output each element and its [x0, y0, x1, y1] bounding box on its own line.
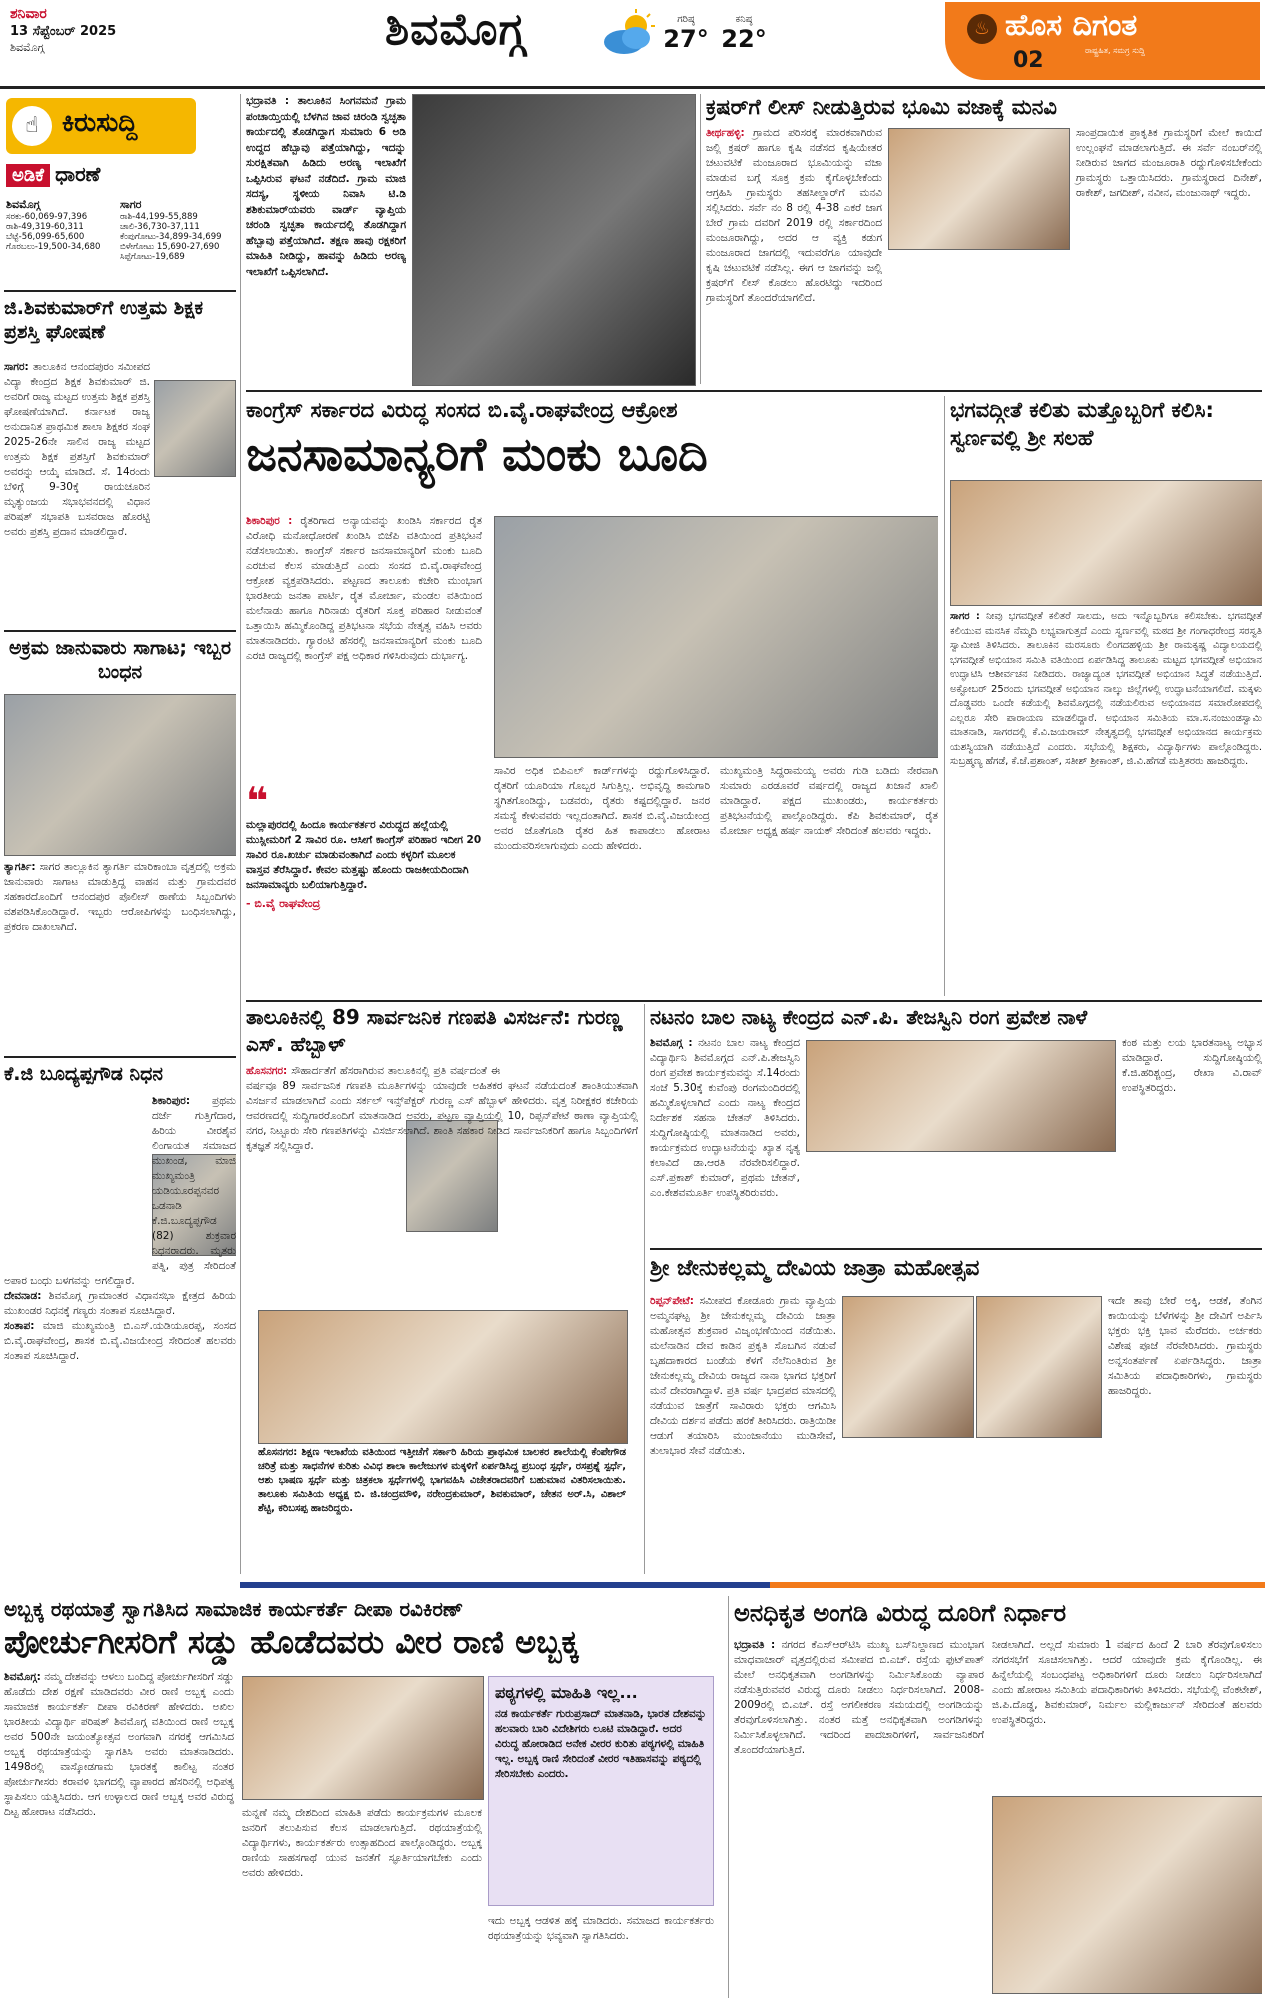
day-label: ಶನಿವಾರ [10, 6, 47, 22]
dateline: ದೇವನಾಡ: [4, 1290, 42, 1302]
min-temp-label: ಕನಿಷ್ಠ [735, 14, 753, 25]
story-body: ನೀವು ಭಗವದ್ಗೀತೆ ಕಲಿತರೆ ಸಾಲದು, ಅದು ಇನ್ನೊಬ್ಬರಿಗೂ ಕಲಿಸಬೇಕು. ಭಗವದ್ಗೀತೆ ಕಲಿಯುವ ಮನಸಿಕ ನೆಮ್ಮದಿ ಲಭ್ಯವಾಗುತ್ತದೆ ಎಂದು ಸ್ವರ್ಣವಲ್ಲಿ ಮಠದ ಶ್ರೀ ಗಂಗಾಧರೇಂದ್ರ ಸರಸ್ವತಿ ಸ್ವಾಮೀಜಿ ತಿಳಿಸಿದರು. ತಾಲೂಕಿನ ಮರಸೂರು ಲಿಂಗದಹಳ್ಳಿಯ ಶ್ರೀ ರಾಮಕೃಷ್ಣ ವಿದ್ಯಾಲಯದಲ್ಲಿ ಭಗವದ್ಗೀತೆ ಅಭಿಯಾನ ಸಮಿತಿ ವತಿಯಿಂದ ಏರ್ಪಡಿಸಿದ್ದ ತಾಲೂಕು ಮಟ್ಟದ ಭಗವದ್ಗೀತೆ ಅಭಿಯಾನ ಉದ್ಘಾಟಿಸಿ ಆಶೀರ್ವಚನ ನೀಡಿದರು. ರಾಜ್ಯಾದ್ಯಂತ ಭಗವದ್ಗೀತೆ ಅಭಿಯಾನ ಸಿದ್ಧತೆ ನಡೆಯುತ್ತಿದೆ. ಅಕ್ಟೋಬರ್ 25ರಂದು ಭಗವದ್ಗೀತೆ ಅಭಿಯಾನ ನಾಲ್ಕು ಜಿಲ್ಲೆಗಳಲ್ಲಿ ಉದ್ಘಾಟನೆಯಾಗಲಿದೆ. ಮಕ್ಕಳು ದೊಡ್ಡವರು ಒಂದೇ ಕಡೆಯಲ್ಲಿ ಶಿವಮೊಗ್ಗದಲ್ಲಿ ನಡೆಯಲಿರುವ ಅಭಿಯಾನದ ಸಮಾರೋಪದಲ್ಲಿ ಎಲ್ಲರೂ ಸೇರಿ ಪಾರಾಯಣ ಮಾಡಲಿದ್ದಾರೆ. ಅಭಿಯಾನ ಸಮಿತಿಯ ಮಾ.ಸ.ನಂಜುಂಡಸ್ವಾಮಿ ಮಾತನಾಡಿ, ಸಾಗರದಲ್ಲಿ ಕೆ.ವಿ.ಜಯರಾಮ್ ನೇತೃತ್ವದಲ್ಲಿ ಭಗವದ್ಗೀತೆ ಅಭಿಯಾನದ ಕಾರ್ಯಕ್ರಮ ಯಶಸ್ವಿಯಾಗಿ ನಡೆಯುತ್ತಿದೆ ಎಂದರು. ಸಭೆಯಲ್ಲಿ ಶಿಕ್ಷಕರು, ವಿದ್ಯಾರ್ಥಿಗಳು ಪಾಲ್ಗೊಂಡಿದ್ದರು. ಸುಬ್ರಹ್ಮಣ್ಯ ಹೆಗಡೆ, ಕೆ.ಜೆ.ಪ್ರಶಾಂತ್, ಸತೀಶ್ ಶ್ರೀಕಾಂತ್, ಜಿ.ವಿ.ಹೆಗಡೆ ಮತ್ತಿತರರು ಹಾಜರಿದ್ದರು. [950, 611, 1262, 767]
headline: ಭಗವದ್ಗೀತೆ ಕಲಿತು ಮತ್ತೊಬ್ಬರಿಗೆ ಕಲಿಸಿ: ಸ್ವರ್ಣವಲ್ಲಿ ಶ್ರೀ ಸಲಹೆ [950, 398, 1214, 450]
section-divider [0, 1580, 1265, 1590]
rate-line: ಕೆಂಪುಗೋಟು-34,899-34,699 [120, 232, 222, 242]
market-name: ಶಿವಮೊಗ್ಗ [6, 198, 41, 211]
lead-headline: ಜನಸಾಮಾನ್ಯರಿಗೆ ಮಂಕು ಬೂದಿ [246, 427, 708, 481]
dateline: ರಿಪ್ಪನ್‌ಪೇಟೆ: [650, 1295, 694, 1307]
dateline: ಹೊಸನಗರ: [246, 1065, 288, 1077]
masthead-date-block [10, 6, 210, 76]
adike-header [6, 162, 234, 190]
temple-photo-1 [842, 1296, 974, 1438]
caption-text: ಶಿಕ್ಷಣ ಇಲಾಖೆಯ ವತಿಯಿಂದ ಇತ್ತೀಚೆಗೆ ಸರ್ಕಾರಿ ಹಿರಿಯ ಪ್ರಾಥಮಿಕ ಬಾಲಕರ ಶಾಲೆಯಲ್ಲಿ ಕೆಂಪೇಗೌಡ ಚರಿತ್ರೆ ಮತ್ತು ಸಾಧನೆಗಳ ಕುರಿತು ವಿವಿಧ ಶಾಲಾ ಕಾಲೇಜುಗಳ ಮಕ್ಕಳಿಗೆ ಏರ್ಪಡಿಸಿದ್ದ ಪ್ರಬಂಧ ಸ್ಪರ್ಧೆ, ರಸಪ್ರಶ್ನೆ ಸ್ಪರ್ಧೆ, ಆಶು ಭಾಷಣ ಸ್ಪರ್ಧೆ ಮತ್ತು ಚಿತ್ರಕಲಾ ಸ್ಪರ್ಧೆಗಳಲ್ಲಿ ಭಾಗವಹಿಸಿ ವಿಜೇತರಾದವರಿಗೆ ಬಹುಮಾನ ವಿತರಿಸಲಾಯಿತು. ತಾಲೂಕು ಸಮಿತಿಯ ಅಧ್ಯಕ್ಷ ಬಿ. ಜಿ.ಚಂದ್ರಮೌಳಿ, ನರೇಂದ್ರಕುಮಾರ್, ಶಿವಕುಮಾರ್, ಚೇತನ ಅರ್.ಸಿ, ವಿಶಾಲ್ ಶೆಟ್ಟಿ, ಕರಿಬಸಪ್ಪ ಹಾಜರಿದ್ದರು. [258, 1447, 626, 1514]
dateline: ಸಂತಾಪ: [4, 1320, 35, 1332]
headline: ಕೆ.ಜಿ ಬೂದ್ಯಪ್ಪಗೌಡ ನಿಧನ [4, 1063, 163, 1085]
story-natanam [650, 1004, 1262, 1244]
lamp-icon: ♨ [967, 14, 997, 44]
story-ganapati [246, 1004, 638, 1304]
protest-photo [494, 516, 938, 758]
gita-event-photo [950, 480, 1262, 606]
story-body: ಗ್ರಾಮದ ಪರಿಸರಕ್ಕೆ ಮಾರಕವಾಗಿರುವ ಜಲ್ಲಿ ಕ್ರಷರ್ ಹಾಗೂ ಕೃಷಿ ನಡೆಸದ ಕೃಷಿಯೇತರ ಚಟುವಟಿಕೆ ಮಂಜೂರಾದ ಭೂಮಿಯನ್ನು ವಜಾ ಮಾಡುವ ಬಗ್ಗೆ ಸೂಕ್ತ ಕ್ರಮ ಕೈಗೊಳ್ಳಬೇಕೆಂದು ಆಗ್ರಹಿಸಿ ಗ್ರಾಮಸ್ಥರು ತಹಸೀಲ್ದಾರ್‌ಗೆ ಮನವಿ ಸಲ್ಲಿಸಿದರು. ಸರ್ವೆ ನಂ 8 ರಲ್ಲಿ 4-38 ಎಕರೆ ಜಾಗ ಬೇರೆ ಗ್ರಾಮ ದವರಿಗೆ 2019 ರಲ್ಲಿ ಸರ್ಕಾರದಿಂದ ಮಂಜೂರಾಗಿದ್ದು, ಅದರ ಆ ವ್ಯಕ್ತಿ ಕಡುಗ ಮಂಜೂರಾದ ಜಾಗದಲ್ಲಿ ಇದುವರೆಗೂ ಯಾವುದೇ ಕೃಷಿ ಚಟುವಟಿಕೆ ನಡೆಸಿಲ್ಲ. ಈಗ ಆ ಜಾಗವನ್ನು ಜಲ್ಲಿ ಕ್ರಷರ್‌ಗೆ ಲೀಸ್ ಕೊಡಲು ಹೊರಟಿದ್ದು ಇದರಿಂದ ಗ್ರಾಮಸ್ಥರಿಗೆ ತೊಂದರೆಯಾಗಲಿದೆ. [706, 127, 882, 304]
headline: ಕ್ರಷರ್‌ಗೆ ಲೀಸ್ ನೀಡುತ್ತಿರುವ ಭೂಮಿ ವಜಾಕ್ಕೆ ಮನವಿ [706, 95, 1057, 119]
story-obituary [4, 1062, 236, 1574]
story-body: ತಾಲೂಕಿನ ಸಿಂಗನಮನೆ ಗ್ರಾಮ ಪಂಚಾಯ್ತಿಯಲ್ಲಿ ಬೆಳಗಿನ ಜಾವ ಚಿರಂಡಿ ಸ್ವಚ್ಛತಾ ಕಾರ್ಯದಲ್ಲಿ ತೊಡಗಿದ್ದಾಗ ಸುಮಾರು 6 ಅಡಿ ಉದ್ದದ ಹೆಬ್ಬಾವು ಪತ್ತೆಯಾಗಿದ್ದು, ಇದನ್ನು ಸುರಕ್ಷಿತವಾಗಿ ಹಿಡಿದು ಅರಣ್ಯ ಇಲಾಖೆಗೆ ಒಪ್ಪಿಸಿರುವ ಘಟನೆ ನಡೆದಿದೆ. ಗ್ರಾಮ ಮಾಜಿ ಸದಸ್ಯ, ಸ್ಥಳೀಯ ನಿವಾಸಿ ಟಿ.ಡಿ ಶಶಿಕುಮಾರ್‌ಯವರು ವಾರ್ಡ್ ವ್ಯಾಪ್ತಿಯ ಚರಂಡಿ ಸ್ವಚ್ಛತಾ ಕಾರ್ಯದಲ್ಲಿ ತೊಡಗಿದ್ದಾಗ ಹೆಬ್ಬಾವು ಪತ್ತೆಯಾಗಿದೆ. ತಕ್ಷಣ ಹಾವು ರಕ್ಷಕರಿಗೆ ಮಾಹಿತಿ ನೀಡಿದ್ದು, ಹಾವನ್ನು ಹಿಡಿದು ಅರಣ್ಯ ಇಲಾಖೆಗೆ ಒಪ್ಪಿಸಲಾಗಿದೆ. [246, 95, 406, 278]
rate-line: ಬೆಟ್ಟೆ-56,099-65,600 [6, 232, 85, 242]
temple-photo-2 [976, 1296, 1102, 1438]
info-box [488, 1676, 714, 1906]
dateline: ಶಿಕಾರಿಪುರ : [246, 515, 293, 527]
rate-line: ಬಿಳೇಗೋಟು 15,690-27,690 [120, 242, 220, 252]
kirusuddi-logo [6, 98, 196, 154]
min-temp-block [718, 14, 770, 70]
dateline: ತೀರ್ಥಹಳ್ಳಿ: [706, 127, 745, 139]
info-box-text: ನಡ ಕಾರ್ಯಕರ್ತೆ ಗುರುಪ್ರಸಾದ್ ಮಾತನಾಡಿ, ಭಾರತ ದೇಶವನ್ನು ಹಲವಾರು ಬಾರಿ ವಿದೇಶಿಗರು ಲೂಟಿ ಮಾಡಿದ್ದಾರೆ. ಅದರ ವಿರುದ್ಧ ಹೋರಾಡಿದ ಅನೇಕ ವೀರರ ಕುರಿತು ಪಠ್ಯಗಳಲ್ಲಿ ಮಾಹಿತಿ ಇಲ್ಲ. ಅಬ್ಬಕ್ಕ ರಾಣಿ ಸೇರಿದಂತೆ ವೀರರ ಇತಿಹಾಸವನ್ನು ಪಠ್ಯದಲ್ಲಿ ಸೇರಿಸಬೇಕು ಎಂದರು. [495, 1708, 707, 1780]
headline: ಪೋರ್ಚುಗೀಸರಿಗೆ ಸಡ್ಡು ಹೊಡೆದವರು ವೀರ ರಾಣಿ ಅಬ್ಬಕ್ಕ [4, 1623, 580, 1661]
adike-title: ಧಾರಣೆ [55, 162, 101, 186]
date-label: 13 ಸೆಪ್ಟೆಂಬರ್ 2025 [10, 24, 117, 39]
story-body: ಇದು ಅಬ್ಬಕ್ಕ ಆಡಳಿತ ಹಕ್ಕೆ ಮಾಡಿದರು. ಸಮಾಜದ ಕಾರ್ಯಕರ್ತರು ರಥಯಾತ್ರೆಯನ್ನು ಭವ್ಯವಾಗಿ ಸ್ವಾಗತಿಸಿದರು. [488, 1915, 714, 1942]
story-body: ಕಂಠ ಮತ್ತು ಲಯ ಭಾರತನಾಟ್ಯ ಅಭ್ಯಾಸ ಮಾಡಿದ್ದಾರೆ. ಸುದ್ದಿಗೋಷ್ಠಿಯಲ್ಲಿ ಕೆ.ಜಿ.ಹರಿಶ್ಚಂದ್ರ, ರೇಖಾ ವಿ.ರಾವ್ ಉಪಸ್ಥಿತರಿದ್ದರು. [1122, 1037, 1262, 1094]
students-award-photo [258, 1310, 628, 1444]
min-temp-value: 22° [721, 25, 767, 53]
headline: ಜಿ.ಶಿವಕುಮಾರ್‌ಗೆ ಉತ್ತಮ ಶಿಕ್ಷಕ ಪ್ರಶಸ್ತಿ ಘೋಷಣೆ [4, 297, 204, 343]
adike-tag: ಅಡಿಕೆ [6, 164, 50, 187]
quote-author: - ಬಿ.ವೈ ರಾಘವೇಂದ್ರ [246, 897, 321, 910]
story-body: ಸಮೀಪದ ಕೋಡೂರು ಗ್ರಾಮ ವ್ಯಾಪ್ತಿಯ ಅಮ್ಮನಘಟ್ಟ ಶ್ರೀ ಜೇನುಕಲ್ಲಮ್ಮ ದೇವಿಯ ಜಾತ್ರಾ ಮಹೋತ್ಸವ ಶುಕ್ರವಾರ ವಿಜೃಂಭಣೆಯಿಂದ ನಡೆಯಿತು. ಮಲೆನಾಡಿನ ದೇವ ಕಾಡಿನ ಪ್ರಕೃತಿ ಸೊಬಗಿನ ನಡುವೆ ಬೃಹದಾಕಾರದ ಬಂಡೆಯ ಕೆಳಗೆ ನೆಲೆನಿಂತಿರುವ ಶ್ರೀ ಜೇನುಕಲ್ಲಮ್ಮ ದೇವಿಯ ರಾಜ್ಯದ ನಾನಾ ಭಾಗದ ಭಕ್ತರಿಗೆ ಮನೆ ದೇವರಾಗಿದ್ದಾಳೆ. ಪ್ರತಿ ವರ್ಷ ಭಾದ್ರಪದ ಮಾಸದಲ್ಲಿ ನಡೆಯುವ ಜಾತ್ರೆಗೆ ಸಾವಿರಾರು ಭಕ್ತರು ಆಗಮಿಸಿ ದೇವಿಯ ದರ್ಶನ ಪಡೆದು ಹರಕೆ ತೀರಿಸಿದರು. ರಾತ್ರಿಯಿಡೀ ಆಡುಗೆ ತಯಾರಿಸಿ ಮುಂಜಾನೆಯು ಮುಡಿಸೇವೆ, ತುಲಾಭಾರ ಸೇವೆ ನಡೆಯಿತು. [650, 1295, 836, 1457]
paper-tagline: ರಾಷ್ಟ್ರಹಿತ, ಸಮಗ್ರ ಸುದ್ದಿ [1085, 46, 1145, 55]
cattle-truck-photo [4, 694, 236, 856]
market-sagara [120, 198, 236, 262]
story-body: ಇದೇ ತಾವು ಬೇರೆ ಅಕ್ಕಿ, ಆಡಕೆ, ತೆಂಗಿನ ಕಾಯಿಯನ್ನು ಬೆಳೆಗಳನ್ನು ಶ್ರೀ ದೇವಿಗೆ ಅರ್ಪಿಸಿ ಭಕ್ತರು ಭಕ್ತಿ ಭಾವ ಮೆರೆದರು. ಅರ್ಚಕರು ವಿಶೇಷ ಪೂಜೆ ನೆರವೇರಿಸಿದರು. ಗ್ರಾಮಸ್ಥರು ಅನ್ನಸಂತರ್ಪಣೆ ಏರ್ಪಡಿಸಿದ್ದರು. ಜಾತ್ರಾ ಸಮಿತಿಯ ಪದಾಧಿಕಾರಿಗಳು, ಗ್ರಾಮಸ್ಥರು ಹಾಜರಿದ್ದರು. [1108, 1295, 1262, 1397]
lead-kicker: ಕಾಂಗ್ರೆಸ್ ಸರ್ಕಾರದ ವಿರುದ್ಧ ಸಂಸದ ಬಿ.ವೈ.ರಾಘವೇಂದ್ರ ಆಕ್ರೋಶ [246, 398, 678, 422]
shops-photo [992, 1796, 1262, 1994]
story-body: ಸೌಹಾರ್ದತೆಗೆ ಹೆಸರಾಗಿರುವ ತಾಲೂಕಿನಲ್ಲಿ ಪ್ರತಿ ವರ್ಷದಂತೆ ಈ ವರ್ಷವೂ 89 ಸಾರ್ವಜನಿಕ ಗಣಪತಿ ಮೂರ್ತಿಗಳನ್ನು ಯಾವುದೇ ಅಹಿತಕರ ಘಟನೆ ನಡೆಯದಂತೆ ಶಾಂತಿಯುತವಾಗಿ ವಿಸರ್ಜನೆ ಮಾಡಲಾಗಿದೆ ಎಂದು ಸರ್ಕಲ್ ಇನ್ಸ್‌ಪೆಕ್ಟರ್ ಗುರಣ್ಣ ಎಸ್ ಹೆಬ್ಬಾಳ್ ಹೇಳಿದರು. ವೃತ್ತ ನಿರೀಕ್ಷಕರ ಕಚೇರಿಯ ಆವರಣದಲ್ಲಿ ಸುದ್ದಿಗಾರರೊಂದಿಗೆ ಮಾತನಾಡಿದ ಅವರು, ಪಟ್ಟಣ ವ್ಯಾಪ್ತಿಯಲ್ಲಿ 10, ರಿಪ್ಪನ್‌ಪೇಟೆ ಠಾಣಾ ವ್ಯಾಪ್ತಿಯಲ್ಲಿ ನಗರ, ನಿಟ್ಟೂರು ಸೇರಿ ಗಣಪತಿಗಳನ್ನು ವಿಸರ್ಜಿಸಲಾಗಿದೆ. ಶಾಂತಿ ಸಹಕಾರ ನೀಡಿದ ಸಾರ್ವಜನಿಕರಿಗೆ ಹಾಗೂ ಸಿಬ್ಬಂದಿಗಳಿಗೆ ಕೃತಜ್ಞತೆ ಸಲ್ಲಿಸಿದ್ದಾರೆ. [246, 1065, 638, 1152]
dateline: ಶಿವಮೊಗ್ಗ: [4, 1671, 41, 1683]
story-body: ಮನ್ನಣೆ ನಮ್ಮ ದೇಶದಿಂದ ಮಾಹಿತಿ ಪಡೆದು ಕಾರ್ಯಕ್ರಮಗಳ ಮೂಲಕ ಜನರಿಗೆ ತಲುಪಿಸುವ ಕೆಲಸ ಮಾಡಲಾಗುತ್ತಿದೆ. ರಥಯಾತ್ರೆಯಲ್ಲಿ ವಿದ್ಯಾರ್ಥಿಗಳು, ಕಾರ್ಯಕರ್ತರು ಉತ್ಸಾಹದಿಂದ ಪಾಲ್ಗೊಂಡಿದ್ದರು. ಅಬ್ಬಕ್ಕ ರಾಣಿಯ ಸಾಹಸಗಾಥೆ ಯುವ ಜನತೆಗೆ ಸ್ಫೂರ್ತಿಯಾಗಬೇಕು ಎಂದು ಅವರು ಹೇಳಿದರು. [242, 1807, 482, 1879]
rate-line: ರಾಶಿ-49,319-60,311 [6, 222, 84, 232]
teacher-photo [154, 380, 236, 477]
headline: ತಾಲೂಕಿನಲ್ಲಿ 89 ಸಾರ್ವಜನಿಕ ಗಣಪತಿ ವಿಸರ್ಜನೆ: ಗುರಣ್ಣ ಎಸ್. ಹೆಬ್ಬಾಳ್ [246, 1005, 623, 1056]
dateline: ಭದ್ರಾವತಿ : [246, 95, 290, 107]
dateline: ಭದ್ರಾವತಿ : [734, 1639, 776, 1651]
max-temp-label: ಗರಿಷ್ಠ [677, 14, 695, 25]
story-teacher-award [4, 296, 236, 626]
info-box-title: ಪಠ್ಯಗಳಲ್ಲಿ ಮಾಹಿತಿ ಇಲ್ಲ... [495, 1683, 638, 1702]
story-body: ಸಾವಿರ ಅಧಿಕ ಬಿಪಿಎಲ್ ಕಾರ್ಡ್‌ಗಳನ್ನು ರದ್ದುಗೊಳಿಸಿದ್ದಾರೆ. ರೈತರಿಗೆ ಯೂರಿಯಾ ಗೊಬ್ಬರ ಸಿಗುತ್ತಿಲ್ಲ. ಅಭಿವೃದ್ಧಿ ಕಾಮಗಾರಿ ಸ್ಥಗಿತಗೊಂಡಿದ್ದು, ಬಡವರು, ರೈತರು ಕಷ್ಟದಲ್ಲಿದ್ದಾರೆ. ಜನರ ಸಮಸ್ಯೆ ಕೇಳುವವರು ಇಲ್ಲದಂತಾಗಿದೆ. ಶಾಸಕ ಬಿ.ವೈ.ವಿಜಯೇಂದ್ರ ಅವರ ಜೊತೆಗೂಡಿ ರೈತರ ಹಿತ ಕಾಪಾಡಲು ಹೋರಾಟ ಮುಂದುವರಿಸಲಾಗುವುದು ಎಂದು ಹೇಳಿದರು. [494, 765, 710, 852]
story-jenukallamma [650, 1254, 1262, 1574]
dateline: ತ್ಯಾಗರ್ತಿ: [4, 861, 36, 873]
headline: ಅನಧಿಕೃತ ಅಂಗಡಿ ವಿರುದ್ಧ ದೂರಿಗೆ ನಿರ್ಧಾರ [734, 1599, 1067, 1627]
quote-text: ಮಲ್ಲಾಪುರದಲ್ಲಿ ಹಿಂದೂ ಕಾರ್ಯಕರ್ತರ ವಿರುದ್ಧದ ಹಲ್ಲೆಯಲ್ಲಿ ಮುಸ್ಲೀಮರಿಗೆ 2 ಸಾವಿರ ರೂ. ಆಸೀಗೆ ಕಾಂಗ್ರೆಸ್ ಪರಿಹಾರ ಇದೀಗ 20 ಸಾವಿರ ರೂ.ಖರ್ಚು ಮಾಡುವಂತಾಗಿದೆ ಎಂದು ಕಳ್ಳರಿಗೆ ಮೂಲಕ ವಾಸ್ತವ ತೆರೆಸಿದ್ದಾರೆ. ಕೇವಲ ಮತ್ತಷ್ಟು ಹೊಂದು ರಾಜಕೀಯದಿಂದಾಗಿ ಜನಸಾಮಾನ್ಯರು ಬಲಿಯಾಗುತ್ತಿದ್ದಾರೆ. [246, 819, 482, 891]
story-illegal-shop [734, 1596, 1262, 1998]
market-shivamogga [6, 198, 116, 252]
story-body: ತಾಲೂಕಿನ ಆನಂದಪುರಂ ಸಮೀಪದ ವಿದ್ಯಾ ಕೇಂದ್ರದ ಶಿಕ್ಷಕ ಶಿವಕುಮಾರ್ ಜಿ. ಅವರಿಗೆ ರಾಜ್ಯ ಮಟ್ಟದ ಉತ್ತಮ ಶಿಕ್ಷಕ ಪ್ರಶಸ್ತಿ ಘೋಷಣೆಯಾಗಿದೆ. ಕರ್ನಾಟಕ ರಾಜ್ಯ ಅನುದಾನಿತ ಪ್ರಾಥಮಿಕ ಶಾಲಾ ಶಿಕ್ಷಕರ ಸಂಘ 2025-26ನೇ ಸಾಲಿನ ರಾಜ್ಯ ಮಟ್ಟದ ಉತ್ತಮ ಶಿಕ್ಷಕ ಪ್ರಶಸ್ತಿಗೆ ಶಿವಕುಮಾರ್ ಅವರನ್ನು ಆಯ್ಕೆ ಮಾಡಿದೆ. ಸೆ. 14ರಂದು ಬೆಳಿಗ್ಗೆ 9-30ಕ್ಕೆ ರಾಯಚೂರಿನ ಮೃತ್ಯುಂಜಯ ಸಭಾಭವನದಲ್ಲಿ ವಿಧಾನ ಪರಿಷತ್ ಸಭಾಪತಿ ಬಸವರಾಜ ಹೊರಟ್ಟಿ ಅವರು ಪ್ರಶಸ್ತಿ ಪ್ರದಾನ ಮಾಡಲಿದ್ದಾರೆ. [4, 361, 150, 538]
story-body: ನೀಡಲಾಗಿದೆ. ಅಲ್ಲದೆ ಸುಮಾರು 1 ವರ್ಷದ ಹಿಂದೆ 2 ಬಾರಿ ತೆರವುಗೊಳಿಸಲು ನಗರಸಭೆಗೆ ಸೂಚಿಸಲಾಗಿತ್ತು. ಆದರೆ ಯಾವುದೇ ಕ್ರಮ ಕೈಗೊಂಡಿಲ್ಲ. ಈ ಹಿನ್ನೆಲೆಯಲ್ಲಿ ಸಂಬಂಧಪಟ್ಟ ಅಧಿಕಾರಿಗಳಿಗೆ ದೂರು ನೀಡಲು ನಿರ್ಧರಿಸಲಾಗಿದೆ ಎಂದು ಹೋರಾಟ ಸಮಿತಿಯ ಪದಾಧಿಕಾರಿಗಳು ತಿಳಿಸಿದರು. ಸಭೆಯಲ್ಲಿ ವೆಂಕಟೇಶ್, ಜಿ.ಪಿ.ದೊಡ್ಡ, ಶಿವಕುಮಾರ್, ನಿರ್ಮಲ ಮಲ್ಲಿಕಾರ್ಜುನ್ ಸೇರಿದಂತೆ ಹಲವರು ಉಪಸ್ಥಿತರಿದ್ದರು. [992, 1639, 1262, 1726]
rate-line: ಗೊರಬಲು-19,500-34,680 [6, 242, 101, 252]
story-gita [950, 396, 1262, 996]
story-body: ಸಾಗರ ತಾಲ್ಲೂಕಿನ ತ್ಯಾಗರ್ತಿ ಮಾರಿಕಾಂಬಾ ವೃತ್ತದಲ್ಲಿ ಅಕ್ರಮ ಜಾನುವಾರು ಸಾಗಾಟ ಮಾಡುತ್ತಿದ್ದ ವಾಹನ ಮತ್ತು ಗ್ರಾಮದವರ ಸಹಕಾರದೊಂದಿಗೆ ಆನಂದಪುರ ಪೊಲೀಸ್ ಠಾಣೆಯ ಸಿಬ್ಬಂದಿಗಳು ವಶಪಡಿಸಿಕೊಂಡಿದ್ದಾರೆ. ಇಬ್ಬರು ಆರೋಪಿಗಳನ್ನು ಬಂಧಿಸಲಾಗಿದ್ದು, ಪ್ರಕರಣ ದಾಖಲಾಗಿದೆ. [4, 861, 236, 933]
rate-line: ಚಾಲಿ-36,730-37,111 [120, 222, 200, 232]
story-body: ನಗರದ ಕೆಎಸ್‌ಆರ್‌ಟಿಸಿ ಮುಖ್ಯ ಬಸ್‌ನಿಲ್ದಾಣದ ಮುಂಭಾಗ ಮಾಧವಾಚಾರ್ ವೃತ್ತದಲ್ಲಿರುವ ಸಮೀಪದ ಬಿ.ಎಚ್. ರಸ್ತೆಯ ಫುಟ್‌ಪಾತ್ ಮೇಲೆ ಅನಧಿಕೃತವಾಗಿ ಅಂಗಡಿಗಳನ್ನು ನಿರ್ಮಿಸಿಕೊಂಡು ವ್ಯಾಪಾರ ನಡೆಸುತ್ತಿರುವವರ ವಿರುದ್ಧ ದೂರು ನೀಡಲು ನಿರ್ಧರಿಸಲಾಗಿದೆ. 2008-2009ರಲ್ಲಿ ಬಿ.ಎಚ್. ರಸ್ತೆ ಅಗಲೀಕರಣ ಸಮಯದಲ್ಲಿ ಅಂಗಡಿಯನ್ನು ತೆರವುಗೊಳಿಸಲಾಗಿತ್ತು. ನಂತರ ಮತ್ತೆ ಅನಧಿಕೃತವಾಗಿ ಅಂಗಡಿಗಳನ್ನು ನಿರ್ಮಿಸಿಕೊಳ್ಳಲಾಗಿದೆ. ಇದರಿಂದ ಪಾದಚಾರಿಗಳಿಗೆ, ಸಾರ್ವಜನಿಕರಿಗೆ ತೊಂದರೆಯಾಗುತ್ತಿದೆ. [734, 1639, 984, 1756]
max-temp-block [660, 14, 712, 70]
headline: ಅಕ್ರಮ ಜಾನುವಾರು ಸಾಗಾಟ; ಇಬ್ಬರ ಬಂಧನ [8, 637, 232, 683]
dateline: ಹೊಸನಗರ: [258, 1447, 298, 1458]
paper-name: ಹೊಸ ದಿಗಂತ [1005, 8, 1138, 43]
lead-quote-box [246, 779, 482, 972]
rate-line: ಸಿಪ್ಪೆಗೋಟು-19,689 [120, 252, 185, 262]
story-crusher [706, 94, 1262, 384]
dateline: ಸಾಗರ : [950, 611, 980, 622]
page-number: 02 [1013, 48, 1044, 73]
story-body: ಮಾಜಿ ಮುಖ್ಯಮಂತ್ರಿ ಬಿ.ಎಸ್.ಯಡಿಯೂರಪ್ಪ, ಸಂಸದ ಬಿ.ವೈ.ರಾಘವೇಂದ್ರ, ಶಾಸಕ ಬಿ.ವೈ.ವಿಜಯೇಂದ್ರ ಸೇರಿದಂತೆ ಹಲವರು ಸಂತಾಪ ಸೂಚಿಸಿದ್ದಾರೆ. [4, 1320, 236, 1362]
dateline: ಶಿಕಾರಿಪುರ: [152, 1095, 191, 1107]
dateline: ಶಿವಮೊಗ್ಗ : [650, 1037, 693, 1049]
hand-icon: ☝ [12, 106, 52, 146]
headline: ನಟನಂ ಬಾಲ ನಾಟ್ಯ ಕೇಂದ್ರದ ಎನ್.ಪಿ. ತೇಜಸ್ವಿನಿ ರಂಗ ಪ್ರವೇಶ ನಾಳೆ [650, 1005, 1088, 1029]
max-temp-value: 27° [663, 25, 709, 53]
story-body: ಶಿವಮೊಗ್ಗ ಗ್ರಾಮಾಂತರ ವಿಧಾನಸಭಾ ಕ್ಷೇತ್ರದ ಹಿರಿಯ ಮುಖಂಡರ ನಿಧನಕ್ಕೆ ಗಣ್ಯರು ಸಂತಾಪ ಸೂಚಿಸಿದ್ದಾರೆ. [4, 1290, 236, 1317]
rate-line: ಸರಕು-60,069-97,396 [6, 212, 88, 222]
story-python [246, 94, 406, 384]
masthead [0, 0, 1265, 86]
headline: ಶ್ರೀ ಜೇನುಕಲ್ಲಮ್ಮ ದೇವಿಯ ಜಾತ್ರಾ ಮಹೋತ್ಸವ [650, 1256, 980, 1281]
story-body: ನಮ್ಮ ದೇಶವನ್ನು ಆಳಲು ಬಂದಿದ್ದ ಪೋರ್ಚುಗೀಸರಿಗೆ ಸಡ್ಡು ಹೊಡೆದು ದೇಶ ರಕ್ಷಣೆ ಮಾಡಿದವರು ವೀರ ರಾಣಿ ಅಬ್ಬಕ್ಕ ಎಂದು ಸಾಮಾಜಿಕ ಕಾರ್ಯಕರ್ತೆ ದೀಪಾ ರವಿಕಿರಣ್ ಹೇಳಿದರು. ಅಖಿಲ ಭಾರತೀಯ ವಿದ್ಯಾರ್ಥಿ ಪರಿಷತ್ ಶಿವಮೊಗ್ಗ ವತಿಯಿಂದ ರಾಣಿ ಅಬ್ಬಕ್ಕ ಅವರ 500ನೇ ಜಯಂತ್ಯೋತ್ಸವ ಅಂಗವಾಗಿ ನಗರಕ್ಕೆ ಆಗಮಿಸಿದ ಅಬ್ಬಕ್ಕ ರಥಯಾತ್ರೆಯನ್ನು ಸ್ವಾಗತಿಸಿ ಅವರು ಮಾತನಾಡಿದರು. 1498ರಲ್ಲಿ ವಾಸ್ಕೋಡಗಾಮ ಭಾರತಕ್ಕೆ ಕಾಲಿಟ್ಟ ನಂತರ ಪೋರ್ಚುಗೀಸರು ಕರಾವಳಿ ಭಾಗದಲ್ಲಿ ವ್ಯಾಪಾರದ ಹೆಸರಿನಲ್ಲಿ ಅಧಿಪತ್ಯ ಸ್ಥಾಪಿಸಲು ಯತ್ನಿಸಿದರು. ಆಗ ಉಳ್ಳಾಲದ ರಾಣಿ ಅಬ್ಬಕ್ಕ ಅವರ ವಿರುದ್ಧ ದಿಟ್ಟ ಹೋರಾಟ ನಡೆಸಿದರು. [4, 1671, 234, 1818]
quote-icon: ❝ [246, 779, 269, 823]
city-title: ಶಿವಮೊಗ್ಗ [385, 4, 526, 55]
python-photo [412, 94, 696, 386]
dateline: ಸಾಗರ: [4, 361, 29, 373]
kirusuddi-section [4, 94, 236, 284]
story-body: ಸಾಂಪ್ರದಾಯಿಕ ಪ್ರಾಕೃತಿಕ ಗ್ರಾಮಸ್ಥರಿಗೆ ಮೇಲೆ ಕಾಯಿದೆ ಉಲ್ಲಂಘನೆ ಮಾಡಲಾಗುತ್ತಿದೆ. ಈ ಸರ್ವೆ ನಂಬರ್‌ನಲ್ಲಿ ನೀಡಿರುವ ಜಾಗದ ಮಂಜೂರಾತಿ ರದ್ದುಗೊಳಿಸಬೇಕೆಂದು ಗ್ರಾಮಸ್ಥರು ಒತ್ತಾಯಿಸಿದರು. ಗ್ರಾಮಸ್ಥರಾದ ದಿನೇಶ್, ರಾಕೇಶ್, ಜಗದೀಶ್, ನವೀನ, ಮಂಜುನಾಥ್ ಇದ್ದರು. [1076, 127, 1262, 199]
weather-icon [600, 6, 660, 62]
lead-story [246, 396, 938, 996]
paper-logo [945, 2, 1260, 80]
story-body: ನಟನಂ ಬಾಲ ನಾಟ್ಯ ಕೇಂದ್ರದ ವಿದ್ಯಾರ್ಥಿನಿ ಶಿವಮೊಗ್ಗದ ಎನ್.ಪಿ.ತೇಜಸ್ವಿನಿ ರಂಗ ಪ್ರವೇಶ ಕಾರ್ಯಕ್ರಮವನ್ನು ಸೆ.14ರಂದು ಸಂಜೆ 5.30ಕ್ಕೆ ಕುವೆಂಪು ರಂಗಮಂದಿರದಲ್ಲಿ ಹಮ್ಮಿಕೊಳ್ಳಲಾಗಿದೆ ಎಂದು ನಾಟ್ಯ ಕೇಂದ್ರದ ನಿರ್ದೇಶಕ ಸಹನಾ ಚೇತನ್ ತಿಳಿಸಿದರು. ಸುದ್ದಿಗೋಷ್ಠಿಯಲ್ಲಿ ಮಾತನಾಡಿದ ಅವರು, ಕಾರ್ಯಕ್ರಮದ ಉದ್ಘಾಟನೆಯನ್ನು ಖ್ಯಾತ ನೃತ್ಯ ಕಲಾವಿದೆ ಡಾ.ಆರತಿ ನೆರವೇರಿಸಲಿದ್ದಾರೆ. ಎಸ್.ಪ್ರಕಾಶ್ ಕುಮಾರ್, ಪ್ರಥಮ ಚೇತನ್, ಎಂ.ಕೇಶವಮೂರ್ತಿ ಉಪಸ್ಥಿತರಿರುವರು. [650, 1037, 801, 1199]
kirusuddi-title: ಕಿರುಸುದ್ದಿ [62, 108, 138, 138]
students-award-caption [258, 1446, 626, 1574]
market-name: ಸಾಗರ [120, 198, 142, 211]
crusher-memorandum-photo [888, 128, 1070, 250]
headline-kicker: ಅಬ್ಬಕ್ಕ ರಥಯಾತ್ರೆ ಸ್ವಾಗತಿಸಿದ ಸಾಮಾಜಿಕ ಕಾರ್ಯಕರ್ತೆ ದೀಪಾ ರವಿಕಿರಣ್ [4, 1597, 464, 1621]
story-abbakka [4, 1596, 722, 1998]
story-body: ಮುಖ್ಯಮಂತ್ರಿ ಸಿದ್ದರಾಮಯ್ಯ ಅವರು ಗುಡಿ ಬಡಿದು ನೇರವಾಗಿ ಸುಮಾರು ಎರಡೂವರೆ ವರ್ಷದಲ್ಲಿ ರಾಜ್ಯದ ಖಜಾನೆ ಖಾಲಿ ಮಾಡಿದ್ದಾರೆ. ಪಕ್ಷದ ಮುಖಂಡರು, ಕಾರ್ಯಕರ್ತರು ಪ್ರತಿಭಟನೆಯಲ್ಲಿ ಪಾಲ್ಗೊಂಡಿದ್ದರು. ಕೆಪಿ ಶಿವಕುಮಾರ್, ರೈತ ಮೋರ್ಚಾ ಅಧ್ಯಕ್ಷ ಹರ್ಷ ನಾಯಕ್ ಸೇರಿದಂತೆ ಹಲವರು ಇದ್ದರು. [720, 765, 938, 837]
press-meet-photo [806, 1040, 1116, 1152]
rathayatra-photo [242, 1676, 484, 1800]
city-small-label: ಶಿವಮೊಗ್ಗ [10, 41, 45, 54]
story-cattle [4, 636, 236, 1056]
story-body: ಪ್ರಥಮ ದರ್ಜೆ ಗುತ್ತಿಗೆದಾರ, ಹಿರಿಯ ವೀರಶೈವ ಲಿಂಗಾಯತ ಸಮಾಜದ ಮುಖಂಡ, ಮಾಜಿ ಮುಖ್ಯಮಂತ್ರಿ ಯಡಿಯೂರಪ್ಪನವರ ಒಡನಾಡಿ ಕೆ.ಜಿ.ಬೂದ್ಯಪ್ಪಗೌಡ (82) ಶುಕ್ರವಾರ ನಿಧನರಾದರು. ಮೃತರು ಪತ್ನಿ, ಪುತ್ರ ಸೇರಿದಂತೆ ಅಪಾರ ಬಂಧು ಬಳಗವನ್ನು ಅಗಲಿದ್ದಾರೆ. [4, 1095, 236, 1287]
rate-line: ರಾಶಿ-44,199-55,889 [120, 212, 198, 222]
story-body: ರೈತರಿಗಾದ ಅನ್ಯಾಯವನ್ನು ಖಂಡಿಸಿ ಸರ್ಕಾರದ ರೈತ ವಿರೋಧಿ ಮನೋಧೋರಣೆ ಖಂಡಿಸಿ ಬಿಜೆಪಿ ವತಿಯಿಂದ ಪ್ರತಿಭಟನೆ ನಡೆಸಲಾಯಿತು. ಕಾಂಗ್ರೆಸ್ ಸರ್ಕಾರ ಜನಸಾಮಾನ್ಯರಿಗೆ ಮಂಕು ಬೂದಿ ಎರಚುವ ಕೆಲಸ ಮಾಡುತ್ತಿದೆ ಎಂದು ಸಂಸದ ಬಿ.ವೈ.ರಾಘವೇಂದ್ರ ಆಕ್ರೋಶ ವ್ಯಕ್ತಪಡಿಸಿದರು. ಪಟ್ಟಣದ ತಾಲೂಕು ಕಚೇರಿ ಮುಂಭಾಗ ಭಾರತೀಯ ಜನತಾ ಪಾರ್ಟಿ, ರೈತ ಮೋರ್ಚಾ, ಮಂಡಲ ವತಿಯಿಂದ ಮಲೆನಾಡು ಹಾಗೂ ಗಿರಿನಾಡು ರೈತರಿಗೆ ಸೂಕ್ತ ಪರಿಹಾರ ನೀಡುವಂತೆ ಒತ್ತಾಯಿಸಿ ಹಮ್ಮಿಕೊಂಡಿದ್ದ ಪ್ರತಿಭಟನಾ ಸಭೆಯ ನೇತೃತ್ವ ವಹಿಸಿ ಅವರು ಮಾತನಾಡಿದರು. ಗ್ಯಾರಂಟಿ ಹೆಸರಲ್ಲಿ ಜನಸಾಮಾನ್ಯರಿಗೆ ಮಂಕು ಬೂದಿ ಎರಚಿ ರಾಜ್ಯದಲ್ಲಿ ಕಾಂಗ್ರೆಸ್ ಪಕ್ಷ ಅಧಿಕಾರ ಗಳಿಸಿರುವುದು ದುರ್ಭಾಗ್ಯ. [246, 515, 483, 662]
